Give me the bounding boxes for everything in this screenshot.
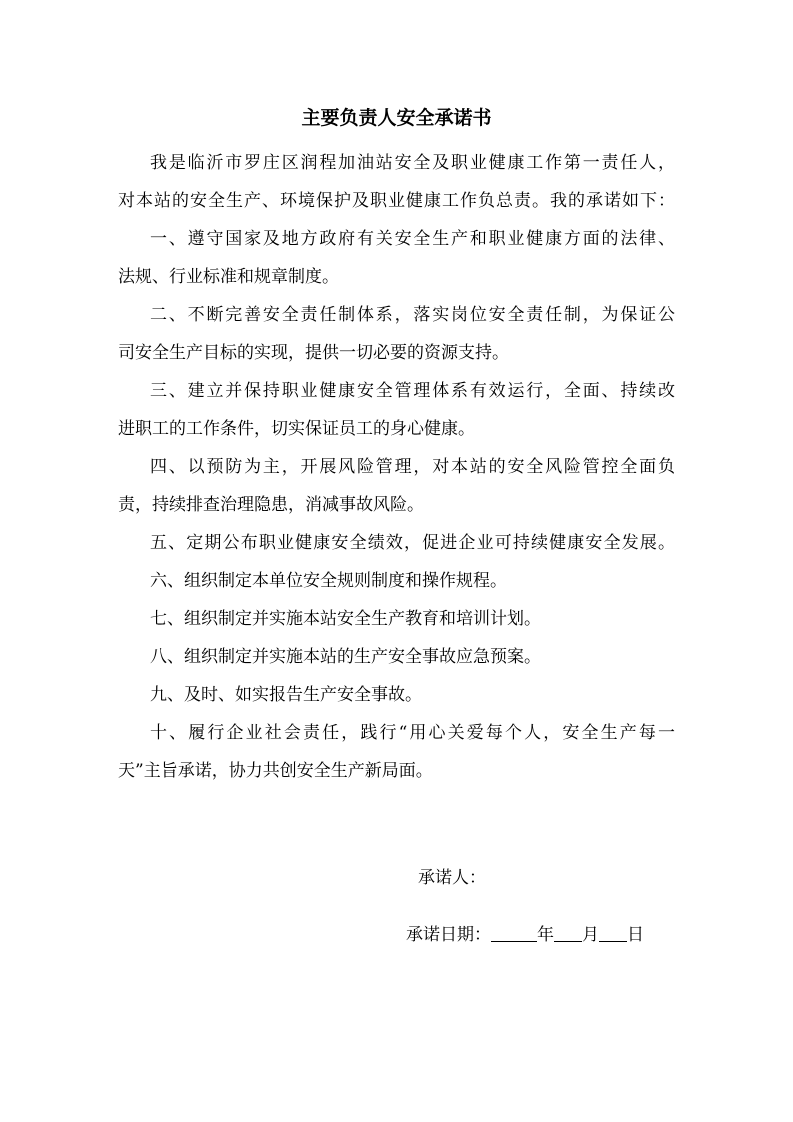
document-title: 主要负责人安全承诺书 xyxy=(301,107,492,129)
month-blank xyxy=(554,923,582,942)
date-label: 承诺日期： xyxy=(406,925,491,945)
year-blank xyxy=(491,923,537,942)
paragraph-line: 我是临沂市罗庄区润程加油站安全及职业健康工作第一责任人， xyxy=(150,153,675,173)
day-blank xyxy=(599,923,627,942)
paragraph-line: 进职工的工作条件，切实保证员工的身心健康。 xyxy=(118,419,475,439)
paragraph-line: 法规、行业标准和规章制度。 xyxy=(118,267,339,287)
promisor-label: 承诺人： xyxy=(418,868,486,888)
paragraph-line: 三、建立并保持职业健康安全管理体系有效运行，全面、持续改 xyxy=(150,381,675,401)
day-label: 日 xyxy=(627,925,644,945)
paragraph-line: 五、定期公布职业健康安全绩效，促进企业可持续健康安全发展。 xyxy=(150,533,675,553)
paragraph-line: 责，持续排查治理隐患，消减事故风险。 xyxy=(118,495,424,515)
date-line xyxy=(406,921,644,949)
paragraph-line: 八、组织制定并实施本站的生产安全事故应急预案。 xyxy=(150,647,541,667)
document-body xyxy=(118,144,675,790)
paragraph-line: 二、不断完善安全责任制体系，落实岗位安全责任制，为保证公 xyxy=(150,305,675,325)
paragraph-line: 对本站的安全生产、环境保护及职业健康工作负总责。我的承诺如下： xyxy=(118,191,675,211)
paragraph-line: 一、遵守国家及地方政府有关安全生产和职业健康方面的法律、 xyxy=(150,229,675,249)
paragraph-line: 十、履行企业社会责任，践行“用心关爱每个人，安全生产每一 xyxy=(150,723,675,743)
paragraph-line: 七、组织制定并实施本站安全生产教育和培训计划。 xyxy=(150,609,541,629)
paragraph-line: 九、及时、如实报告生产安全事故。 xyxy=(150,685,422,705)
paragraph-line: 天”主旨承诺，协力共创安全生产新局面。 xyxy=(118,761,433,781)
paragraph-line: 四、以预防为主，开展风险管理，对本站的安全风险管控全面负 xyxy=(150,457,675,477)
paragraph-line: 司安全生产目标的实现，提供一切必要的资源支持。 xyxy=(118,343,509,363)
paragraph-line: 六、组织制定本单位安全规则制度和操作规程。 xyxy=(150,571,507,591)
month-label: 月 xyxy=(582,925,599,945)
year-label: 年 xyxy=(537,925,554,945)
